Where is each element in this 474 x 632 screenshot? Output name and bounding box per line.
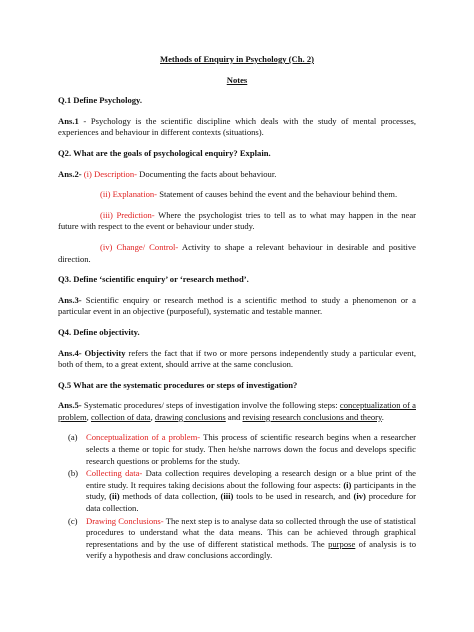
goal-text: Where the psychologist tries to tell as to what may happen in the near future with respect to the event or behaviour under study.	[58, 209, 416, 232]
separator: ,	[150, 411, 155, 422]
question-5: Q.5 What are the systematic procedures or steps of investigation?	[58, 379, 298, 390]
answer-5-intro: Systematic procedures/ steps of investigation involve the following steps:	[81, 400, 340, 411]
question-4: Q4. Define objectivity.	[58, 326, 140, 337]
question-2: Q2. What are the goals of psychological enquiry? Explain.	[58, 147, 271, 158]
document-title: Methods of Enquiry in Psychology (Ch. 2)	[160, 54, 314, 64]
answer-3	[58, 295, 416, 318]
answer-1	[58, 116, 416, 139]
list-item	[58, 468, 416, 514]
aspect-marker: (iv)	[353, 491, 366, 502]
goal-label: (i) Description-	[83, 168, 138, 179]
list-marker: (c)	[68, 515, 78, 526]
step-text: procedure for data collection.	[86, 491, 416, 514]
goal-text: Activity to shape a relevant behaviour in desirable and positive direction.	[58, 241, 416, 264]
goal-label: (iii) Prediction-	[100, 209, 155, 220]
step-ref: revising research conclusions and theory	[242, 411, 382, 422]
answer-2-label: Ans.2-	[58, 168, 82, 179]
step-ref: drawing conclusions	[154, 411, 226, 422]
list-marker: (b)	[68, 468, 79, 479]
step-label: Conceptualization of a problem-	[86, 432, 201, 443]
aspect-marker: (i)	[343, 479, 352, 490]
answer-2-item-3	[58, 210, 416, 233]
step-text: This process of scientific research begins when a researcher selects a theme or topic for study. Then he/she narrows down the focus and develops specific research questions or problems for the study.	[86, 432, 416, 466]
notes-heading: Notes	[226, 74, 248, 85]
answer-2-item-4	[58, 242, 416, 265]
goal-text: Statement of causes behind the event and the behaviour behind them.	[157, 189, 398, 200]
step-ref: collection of data	[90, 411, 151, 422]
steps-list	[58, 432, 416, 562]
answer-5	[58, 400, 416, 423]
step-ref: conceptualization of a problem	[58, 400, 416, 422]
separator: .	[381, 411, 384, 422]
goal-label: (iv) Change/ Control-	[100, 241, 179, 252]
step-label: Drawing Conclusions-	[86, 515, 164, 526]
aspect-marker: (iii)	[220, 491, 234, 502]
separator: and	[225, 411, 243, 422]
purpose-word: purpose	[328, 538, 356, 549]
aspect-marker: (ii)	[109, 491, 120, 502]
answer-1-label: Ans.1	[58, 115, 79, 126]
list-item	[58, 516, 416, 562]
answer-4-text: refers the fact that if two or more persons independently study a particular event, both of them, to a great extent, should arrive at the same conclusion.	[58, 347, 416, 370]
answer-3-label: Ans.3-	[58, 294, 82, 305]
step-text: participants in the study,	[86, 479, 416, 502]
answer-5-label: Ans.5-	[58, 400, 82, 411]
question-1: Q.1 Define Psychology.	[58, 95, 143, 106]
step-text: Data collection requires developing a research design or a blue print of the entire study. It requires taking decisions about the following four aspects:	[86, 468, 416, 490]
answer-2-item-2	[58, 189, 416, 201]
step-text: methods of data collection,	[119, 491, 221, 502]
list-marker: (a)	[68, 432, 78, 443]
goal-label: (ii) Explanation-	[100, 189, 158, 200]
step-label: Collecting data-	[86, 468, 143, 479]
answer-4-label: Ans.4- Objectivity	[58, 347, 126, 358]
question-3: Q3. Define ‘scientific enquiry’ or ‘research method’.	[58, 274, 249, 285]
step-text: tools to be used in research, and	[233, 491, 354, 502]
answer-3-text: Scientific enquiry or research method is a scientific method to study a phenomenon or a particular event in an objective (purposeful), systematic and testable manner.	[58, 294, 416, 317]
step-text: of analysis is to verify a hypothesis and draw conclusions accordingly.	[86, 538, 416, 561]
list-item	[58, 432, 416, 467]
answer-1-text: - Psychology is the scientific discipline which deals with the study of mental processes, experiences and behaviour in different contexts (situations).	[58, 115, 416, 138]
step-text: The next step is to analyse data so collected through the use of statistical procedures to understand what the data means. This can be achieved through graphical representations and by the use of different statistical methods. The	[86, 515, 416, 549]
answer-4	[58, 348, 416, 371]
goal-text: Documenting the facts about behaviour.	[137, 168, 277, 179]
separator: ,	[86, 411, 91, 422]
answer-2-item-1	[58, 169, 416, 181]
